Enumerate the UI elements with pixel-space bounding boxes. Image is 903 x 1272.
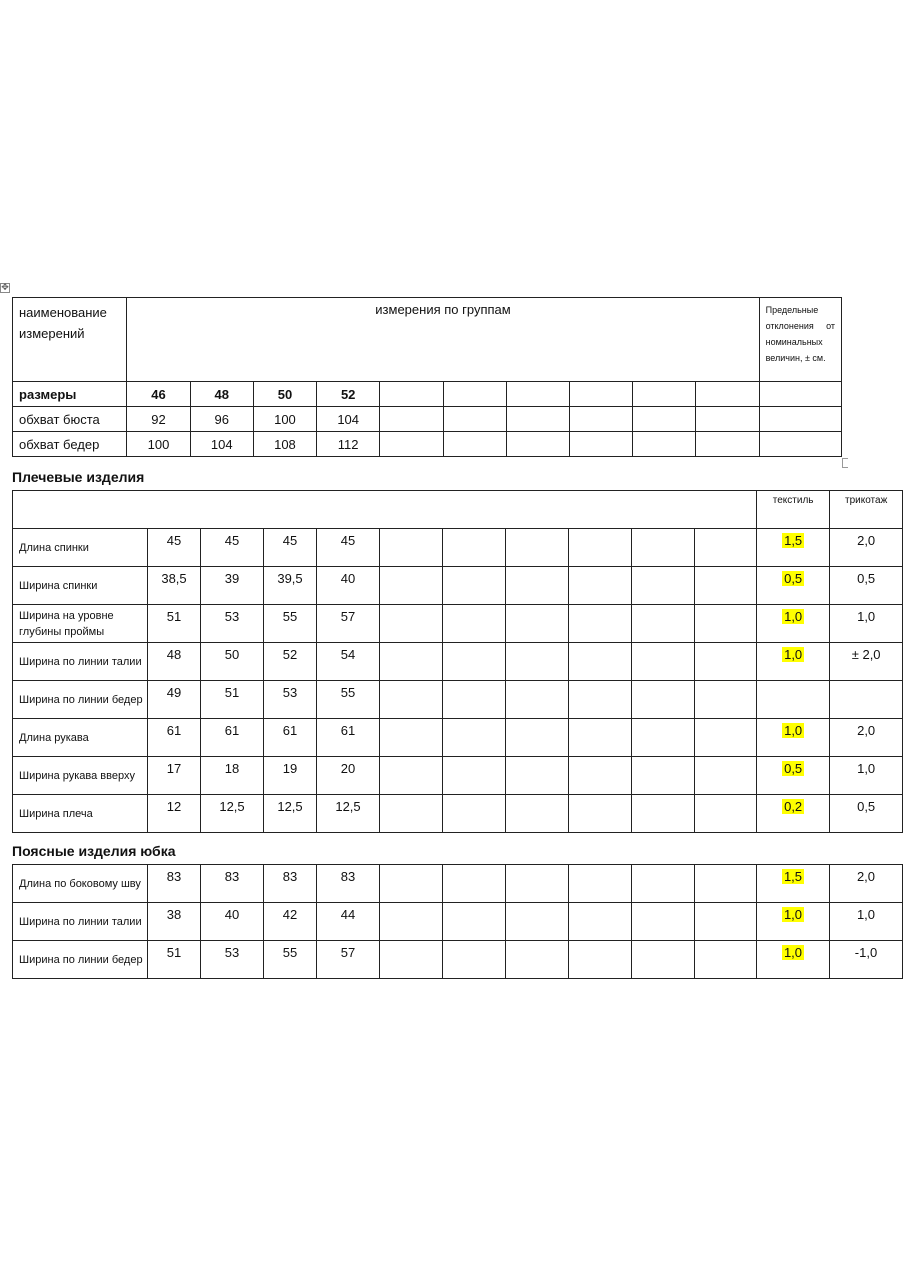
empty-cell: [695, 865, 757, 903]
table-row: [13, 795, 903, 833]
row-label: Длина по боковому шву: [13, 865, 148, 903]
empty-cell: [443, 903, 506, 941]
knit-tolerance-cell: ± 2,0: [830, 643, 903, 681]
empty-cell: [443, 865, 506, 903]
value-cell: 12,5: [264, 795, 317, 833]
value-cell: 38,5: [148, 567, 201, 605]
value-cell: 61: [201, 719, 264, 757]
textile-tolerance-cell: [757, 865, 830, 903]
value-cell: 44: [317, 903, 380, 941]
empty-cell: [380, 795, 443, 833]
row-label: обхват бюста: [13, 407, 127, 432]
empty-cell: [380, 757, 443, 795]
row-label: обхват бедер: [13, 432, 127, 457]
empty-cell: [696, 382, 759, 407]
empty-cell: [569, 432, 632, 457]
value-cell: 45: [148, 529, 201, 567]
row-label: Длина рукава: [13, 719, 148, 757]
empty-cell: [695, 605, 757, 643]
highlighted-value: 0,5: [784, 761, 803, 776]
empty-cell: [443, 567, 506, 605]
empty-cell: [695, 795, 757, 833]
table-row: [13, 941, 903, 979]
empty-cell: [632, 795, 695, 833]
empty-cell: [380, 719, 443, 757]
empty-cell: [695, 903, 757, 941]
knit-tolerance-cell: 2,0: [830, 719, 903, 757]
value-cell: 12,5: [201, 795, 264, 833]
empty-cell: [380, 382, 443, 407]
empty-cell: [633, 407, 696, 432]
value-cell: 40: [201, 903, 264, 941]
value-cell: 50: [201, 643, 264, 681]
empty-cell: [380, 529, 443, 567]
value-cell: 96: [190, 407, 253, 432]
empty-cell: [443, 382, 506, 407]
value-cell: 53: [201, 941, 264, 979]
header-measurement-name: наименование измерений: [13, 298, 127, 382]
value-cell: 45: [264, 529, 317, 567]
size-cell: 48: [190, 382, 253, 407]
row-label: Длина спинки: [13, 529, 148, 567]
knit-tolerance-cell: 2,0: [830, 529, 903, 567]
value-cell: 61: [148, 719, 201, 757]
value-cell: 17: [148, 757, 201, 795]
empty-cell: [380, 941, 443, 979]
value-cell: 12: [148, 795, 201, 833]
knit-tolerance-cell: [830, 681, 903, 719]
table-row: [13, 605, 903, 643]
textile-tolerance-cell: [757, 605, 830, 643]
row-label: Ширина на уровне глубины проймы: [13, 605, 148, 643]
value-cell: 100: [127, 432, 190, 457]
highlighted-value: 1,5: [784, 533, 803, 548]
value-cell: 112: [317, 432, 380, 457]
table-row: [13, 903, 903, 941]
empty-cell: [506, 407, 569, 432]
empty-cell: [380, 865, 443, 903]
value-cell: 49: [148, 681, 201, 719]
table-row: [13, 757, 903, 795]
empty-cell: [443, 795, 506, 833]
value-cell: 83: [148, 865, 201, 903]
value-cell: 45: [317, 529, 380, 567]
value-cell: 18: [201, 757, 264, 795]
textile-tolerance-cell: [757, 529, 830, 567]
highlighted-value: 0,2: [784, 799, 803, 814]
textile-tolerance-cell: [757, 643, 830, 681]
value-cell: 19: [264, 757, 317, 795]
empty-cell: [569, 719, 632, 757]
empty-cell: [569, 567, 632, 605]
empty-cell: [696, 432, 759, 457]
table-row: [13, 865, 903, 903]
waist-table-body: [13, 865, 903, 979]
empty-cell: [569, 605, 632, 643]
row-label: Ширина по линии бедер: [13, 941, 148, 979]
row-label: Ширина по линии бедер: [13, 681, 148, 719]
knit-tolerance-cell: -1,0: [830, 941, 903, 979]
sizes-label: размеры: [13, 382, 127, 407]
empty-cell: [759, 382, 841, 407]
empty-cell: [632, 605, 695, 643]
empty-cell: [506, 681, 569, 719]
empty-cell: [633, 382, 696, 407]
knit-tolerance-cell: 2,0: [830, 865, 903, 903]
empty-header-cell: [13, 491, 757, 529]
empty-cell: [695, 643, 757, 681]
empty-cell: [506, 382, 569, 407]
empty-cell: [569, 407, 632, 432]
empty-cell: [695, 941, 757, 979]
empty-cell: [695, 681, 757, 719]
empty-cell: [443, 681, 506, 719]
table-row: [13, 719, 903, 757]
empty-cell: [569, 941, 632, 979]
highlighted-value: 1,5: [783, 869, 803, 884]
value-cell: 61: [264, 719, 317, 757]
empty-cell: [632, 681, 695, 719]
empty-cell: [506, 865, 569, 903]
measurements-table: [12, 297, 842, 457]
empty-cell: [632, 567, 695, 605]
value-cell: 52: [264, 643, 317, 681]
textile-tolerance-cell: [757, 719, 830, 757]
value-cell: 48: [148, 643, 201, 681]
empty-cell: [695, 529, 757, 567]
value-cell: 40: [317, 567, 380, 605]
table-row: [13, 567, 903, 605]
empty-cell: [632, 757, 695, 795]
value-cell: 104: [317, 407, 380, 432]
empty-cell: [633, 432, 696, 457]
size-cell: 46: [127, 382, 190, 407]
highlighted-value: 0,5: [784, 571, 803, 586]
row-label: Ширина спинки: [13, 567, 148, 605]
empty-cell: [632, 941, 695, 979]
empty-cell: [569, 643, 632, 681]
empty-cell: [380, 567, 443, 605]
table-move-handle-icon[interactable]: ✥: [1, 283, 9, 293]
empty-cell: [569, 865, 632, 903]
value-cell: 83: [264, 865, 317, 903]
empty-cell: [696, 407, 759, 432]
empty-cell: [632, 865, 695, 903]
empty-cell: [506, 529, 569, 567]
value-cell: 51: [148, 605, 201, 643]
size-cell: 50: [253, 382, 316, 407]
value-cell: 83: [317, 865, 380, 903]
row-label: Ширина плеча: [13, 795, 148, 833]
textile-tolerance-cell: [757, 941, 830, 979]
table-row: [13, 643, 903, 681]
table-row: [13, 681, 903, 719]
empty-cell: [506, 795, 569, 833]
highlighted-value: 1,0: [783, 907, 803, 922]
knit-tolerance-cell: 1,0: [830, 605, 903, 643]
col-knit-header: трикотаж: [830, 491, 903, 529]
empty-cell: [569, 529, 632, 567]
empty-cell: [569, 681, 632, 719]
table-row: [13, 529, 903, 567]
empty-cell: [506, 903, 569, 941]
row-label: Ширина рукава вверху: [13, 757, 148, 795]
shoulder-section-title: Плечевые изделия: [12, 469, 145, 485]
empty-cell: [632, 529, 695, 567]
empty-cell: [380, 681, 443, 719]
empty-cell: [380, 605, 443, 643]
shoulder-table: [12, 490, 903, 833]
empty-cell: [569, 903, 632, 941]
shoulder-table-body: [13, 529, 903, 833]
value-cell: 55: [317, 681, 380, 719]
knit-tolerance-cell: 0,5: [830, 795, 903, 833]
empty-cell: [443, 757, 506, 795]
empty-cell: [695, 719, 757, 757]
empty-cell: [380, 903, 443, 941]
waist-table: [12, 864, 903, 979]
empty-cell: [569, 757, 632, 795]
empty-cell: [443, 719, 506, 757]
textile-tolerance-cell: [757, 681, 830, 719]
highlighted-value: 1,0: [783, 945, 803, 960]
empty-cell: [380, 643, 443, 681]
value-cell: 38: [148, 903, 201, 941]
value-cell: 39: [201, 567, 264, 605]
empty-cell: [443, 529, 506, 567]
textile-tolerance-cell: [757, 903, 830, 941]
row-label: Ширина по линии талии: [13, 903, 148, 941]
knit-tolerance-cell: 1,0: [830, 757, 903, 795]
value-cell: 55: [264, 605, 317, 643]
highlighted-value: 1,0: [784, 723, 803, 738]
textile-tolerance-cell: [757, 757, 830, 795]
empty-cell: [632, 903, 695, 941]
value-cell: 51: [148, 941, 201, 979]
col-textile-header: текстиль: [757, 491, 830, 529]
value-cell: 53: [264, 681, 317, 719]
empty-cell: [632, 719, 695, 757]
empty-cell: [569, 795, 632, 833]
empty-cell: [569, 382, 632, 407]
highlighted-value: 1,0: [784, 647, 803, 662]
empty-cell: [443, 605, 506, 643]
table-end-marker: [842, 458, 848, 468]
empty-cell: [506, 941, 569, 979]
empty-cell: [443, 643, 506, 681]
empty-cell: [506, 567, 569, 605]
empty-cell: [632, 643, 695, 681]
empty-cell: [443, 941, 506, 979]
header-measurement-groups: измерения по группам: [127, 298, 759, 382]
empty-cell: [695, 567, 757, 605]
value-cell: 83: [201, 865, 264, 903]
value-cell: 54: [317, 643, 380, 681]
value-cell: 100: [253, 407, 316, 432]
waist-section-title: Поясные изделия юбка: [12, 843, 176, 859]
value-cell: 57: [317, 941, 380, 979]
textile-tolerance-cell: [757, 567, 830, 605]
empty-cell: [380, 407, 443, 432]
size-cell: 52: [317, 382, 380, 407]
value-cell: 45: [201, 529, 264, 567]
textile-tolerance-cell: [757, 795, 830, 833]
value-cell: 20: [317, 757, 380, 795]
empty-cell: [443, 407, 506, 432]
header-tolerance: Предельные отклонения от номинальных величин, ± см.: [759, 298, 841, 382]
value-cell: 92: [127, 407, 190, 432]
row-label: Ширина по линии талии: [13, 643, 148, 681]
empty-cell: [506, 757, 569, 795]
value-cell: 42: [264, 903, 317, 941]
value-cell: 39,5: [264, 567, 317, 605]
highlighted-value: 1,0: [784, 609, 803, 624]
empty-cell: [443, 432, 506, 457]
value-cell: 12,5: [317, 795, 380, 833]
knit-tolerance-cell: 0,5: [830, 567, 903, 605]
knit-tolerance-cell: 1,0: [830, 903, 903, 941]
empty-cell: [759, 432, 841, 457]
value-cell: 108: [253, 432, 316, 457]
empty-cell: [506, 605, 569, 643]
value-cell: 51: [201, 681, 264, 719]
value-cell: 61: [317, 719, 380, 757]
empty-cell: [380, 432, 443, 457]
value-cell: 104: [190, 432, 253, 457]
empty-cell: [506, 719, 569, 757]
empty-cell: [506, 643, 569, 681]
value-cell: 55: [264, 941, 317, 979]
empty-cell: [759, 407, 841, 432]
value-cell: 57: [317, 605, 380, 643]
empty-cell: [695, 757, 757, 795]
value-cell: 53: [201, 605, 264, 643]
empty-cell: [506, 432, 569, 457]
